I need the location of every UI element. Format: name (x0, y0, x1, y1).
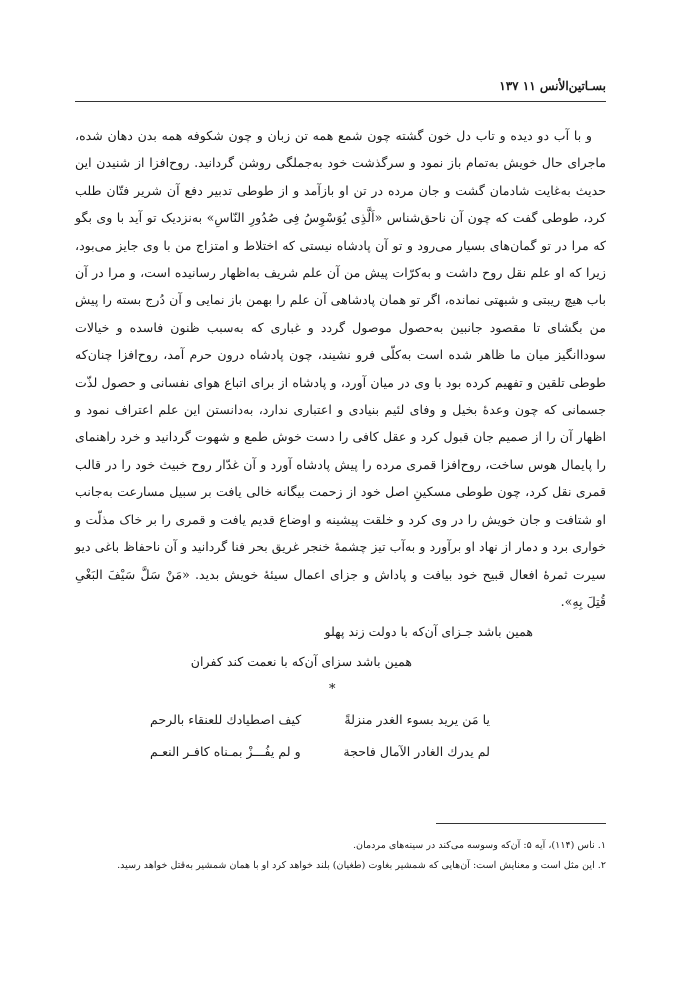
footnote-rule (436, 823, 606, 824)
arabic-verse-1-hemistich-2: کیف اصطیادك للعنقاء بالرحم (150, 712, 302, 727)
persian-couplet-line-1: همین باشد جـزای آن‌که با دولت زند پهلو (324, 624, 533, 639)
running-head: بسـاتین‌الأنس ۱۱ ۱۳۷ (499, 79, 606, 93)
footnote-1: ۱. ناس (۱۱۴)، آیه ۵: آن‌که وسوسه می‌کند در سینه‌های مردمان. (352, 840, 606, 851)
arabic-verse-1-hemistich-1: یا مَن یرید بسوء الغدر منزلةً (344, 712, 490, 727)
arabic-verse-2-hemistich-1: لم یدرك الغادر الآمال فاحجة (343, 744, 490, 759)
footnotes (75, 836, 606, 876)
persian-couplet-line-2: همین باشد سزای آن‌که با نعمت کند کفران (190, 654, 412, 669)
footnote-2: ۲. این مثل است و معنایش است: آن‌هایی که شمشیر بغاوت (طغیان) بلند خواهد کرد او با همان شمشیر به‌قتل خواهد رسید. (117, 860, 606, 871)
main-paragraph: و با آب دو دیده و تاب دل خون گشته چون شمع همه تن زبان و چون شکوفه همه بدن دهان شده، ماجرای حال خویش به‌تمام باز نمود و سرگذشت خود به‌جملگی روشن گردانید. روح‌افزا از شنیدن این حدیث به‌غایت شادمان گشت و جان مرده در تن او بازآمد و از طوطی تدبیر دفع آن شریر فتّان طلب کرد، طوطی گفت که چون آن ناحق‌شناس «اَلَّذِی یُوَسْوِسُ فِی صُدُورِ النّاسِ» به‌نزدیک تو آید با وی بگو که مرا در تو گمان‌های بسیار می‌رود و تو آن پادشاه نیستی که اختلاط و امتزاج من با وی جایز می‌بود، زیرا که او علم نقل روح داشت و به‌کرّات پیش من آن علم شریف به‌اظهار رسانیده است، و مرا در آن باب هیچ ریبتی و شبهتی نمانده، اگر تو همان پادشاهی آن علم را بهمن باز نمایی و آن دُرج بسته را پیش من بگشای تا مقصود جانبین به‌حصول موصول گردد و غباری که به‌سبب ظنون فاسده و خیالات سوداانگیز میان ما ظاهر شده است به‌کلّی فرو نشیند، چون پادشاه درون حرم آمد، روح‌افزا چنان‌که طوطی تلقین و تفهیم کرده بود با وی در میان آورد، و پادشاه از برای اتباع هوای نفسانی و حصول لذّت جسمانی که چون وعدهٔ بخیل و وفای لئیم بنیادی و اعتباری ندارد، به‌دانستن این علم اعتراف نمود و اظهار آن را از صمیم جان قبول کرد و عقل کافی را دست خوش طمع و شهوت گردانید و خرد راهنمای را پایمال هوس ساخت، روح‌افزا قمری مرده را پیش پادشاه آورد و آن غدّار روح خبیث خود را در قالب قمری نقل کرد، چون طوطی مسکینِ اصل خود از زحمت بیگانه خالی یافت بر سبیل مسارعت به‌جانب او شتافت و جان خویش را در وی کرد و خلقت پیشینه و اوضاع قدیم یافت و قمری را بر خاک مذلّت و خواری برد و دمار از نهاد او برآورد و به‌آب تیز چشمهٔ خنجر غریق بحر فنا گردانید و آن ناحفاظ باغی دیو سیرت ثمرهٔ افعال قبیح خود بیافت و پاداش و جزای اعمال سیئهٔ خویش بدید. «مَنْ سَلَّ سَیْفَ البَغْیِ قُتِلَ بِهِ». (75, 128, 606, 609)
arabic-verse-2-hemistich-2: و لم یفُـــزْ بمـناه کافـر النعـم (150, 744, 301, 759)
arabic-verse-1 (150, 712, 490, 740)
arabic-verse-2 (150, 744, 490, 772)
asterisk-separator: * (329, 682, 336, 697)
header-rule (75, 101, 606, 102)
body-text (75, 122, 606, 615)
